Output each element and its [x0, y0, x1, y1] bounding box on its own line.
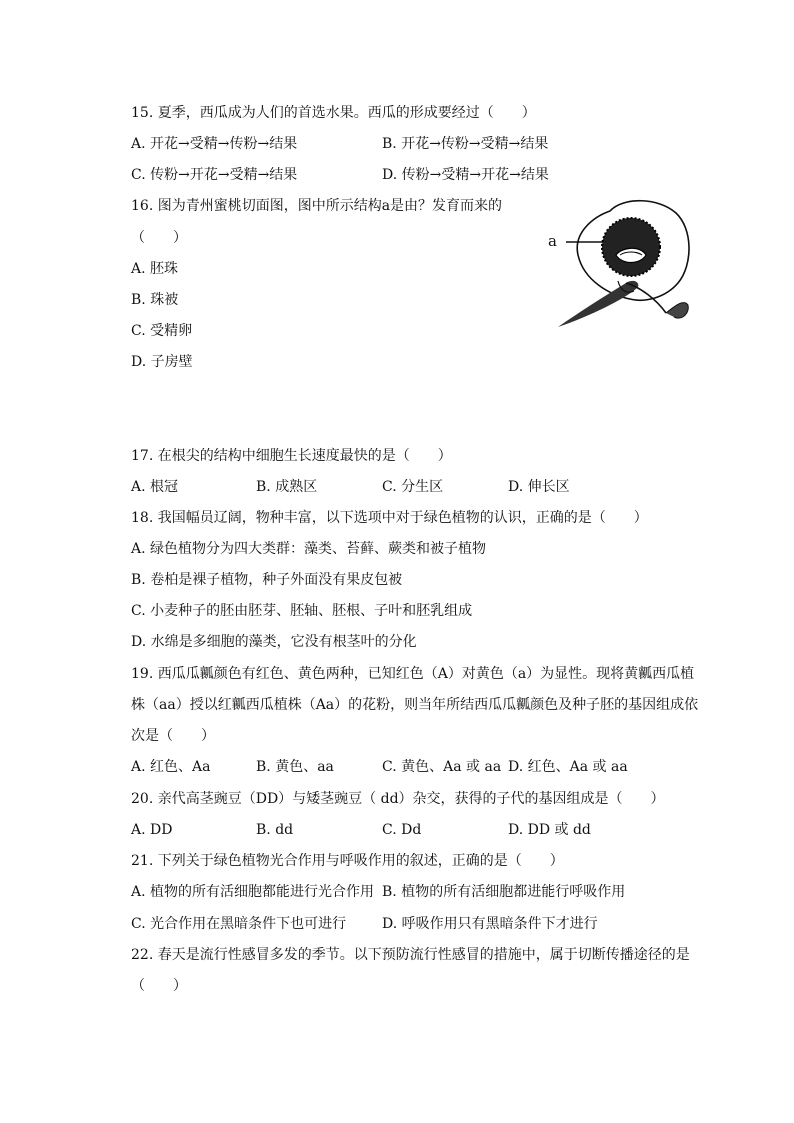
- q19-option-b: B. 黄色、aa: [256, 759, 334, 775]
- q17-option-a: A. 根冠: [131, 479, 179, 495]
- q16-option-b: B. 珠被: [131, 292, 179, 308]
- q16-option-c: C. 受精卵: [131, 323, 193, 339]
- q20-option-a: A. DD: [131, 822, 173, 838]
- q19-option-d: D. 红色、Aa 或 aa: [508, 759, 628, 775]
- q19-stem-line-3: 次是（ ）: [131, 728, 215, 744]
- q15-stem: 15. 夏季，西瓜成为人们的首选水果。西瓜的形成要经过（ ）: [131, 105, 536, 121]
- q17-stem: 17. 在根尖的结构中细胞生长速度最快的是（ ）: [131, 448, 452, 464]
- q16-option-d: D. 子房壁: [131, 354, 193, 370]
- q17-option-c: C. 分生区: [382, 479, 444, 495]
- q22-paren: （ ）: [131, 978, 187, 994]
- q15-option-b: B. 开花→传粉→受精→结果: [382, 136, 549, 152]
- q21-option-c: C. 光合作用在黑暗条件下也可进行: [131, 916, 347, 932]
- q19-stem-line-2: 株（aa）授以红瓤西瓜植株（Aa）的花粉，则当年所结西瓜瓜瓤颜色及种子胚的基因组成依: [131, 697, 699, 713]
- q18-option-d: D. 水绵是多细胞的藻类，它没有根茎叶的分化: [131, 634, 417, 650]
- q20-option-d: D. DD 或 dd: [508, 822, 591, 838]
- q15-option-c: C. 传粉→开花→受精→结果: [131, 167, 298, 183]
- q19-stem-line-1: 19. 西瓜瓜瓤颜色有红色、黄色两种，已知红色（A）对黄色（a）为显性。现将黄瓤西瓜植: [131, 666, 695, 682]
- q17-option-d: D. 伸长区: [508, 479, 570, 495]
- q18-option-a: A. 绿色植物分为四大类群：藻类、苔藓、蕨类和被子植物: [131, 541, 487, 557]
- q22-stem: 22. 春天是流行性感冒多发的季节。以下预防流行性感冒的措施中，属于切断传播途径的是: [131, 947, 690, 963]
- q20-option-c: C. Dd: [382, 822, 422, 838]
- q20-stem: 20. 亲代高茎豌豆（DD）与矮茎豌豆（ dd）杂交，获得的子代的基因组成是（ ）: [131, 791, 665, 807]
- q19-option-c: C. 黄色、Aa 或 aa: [382, 759, 502, 775]
- q18-option-c: C. 小麦种子的胚由胚芽、胚轴、胚根、子叶和胚乳组成: [131, 603, 473, 619]
- q16-paren: （ ）: [131, 230, 187, 246]
- q21-stem: 21. 下列关于绿色植物光合作用与呼吸作用的叙述，正确的是（ ）: [131, 853, 564, 869]
- q18-option-b: B. 卷柏是裸子植物，种子外面没有果皮包被: [131, 572, 403, 588]
- q19-option-a: A. 红色、Aa: [131, 759, 211, 775]
- q20-option-b: B. dd: [256, 822, 294, 838]
- q21-option-a: A. 植物的所有活细胞都能进行光合作用: [131, 884, 375, 900]
- q21-option-b: B. 植物的所有活细胞都进能行呼吸作用: [382, 884, 626, 900]
- q15-option-a: A. 开花→受精→传粉→结果: [131, 136, 298, 152]
- peach-cross-section-figure: [548, 195, 698, 335]
- q16-option-a: A. 胚珠: [131, 261, 179, 277]
- q18-stem: 18. 我国幅员辽阔，物种丰富，以下选项中对于绿色植物的认识，正确的是（ ）: [131, 510, 648, 526]
- q15-option-d: D. 传粉→受精→开花→结果: [382, 167, 549, 183]
- q16-stem: 16. 图为青州蜜桃切面图，图中所示结构a是由？发育而来的: [131, 198, 503, 214]
- figure-label-a: a: [548, 232, 557, 250]
- q17-option-b: B. 成熟区: [256, 479, 318, 495]
- q21-option-d: D. 呼吸作用只有黑暗条件下才进行: [382, 916, 598, 932]
